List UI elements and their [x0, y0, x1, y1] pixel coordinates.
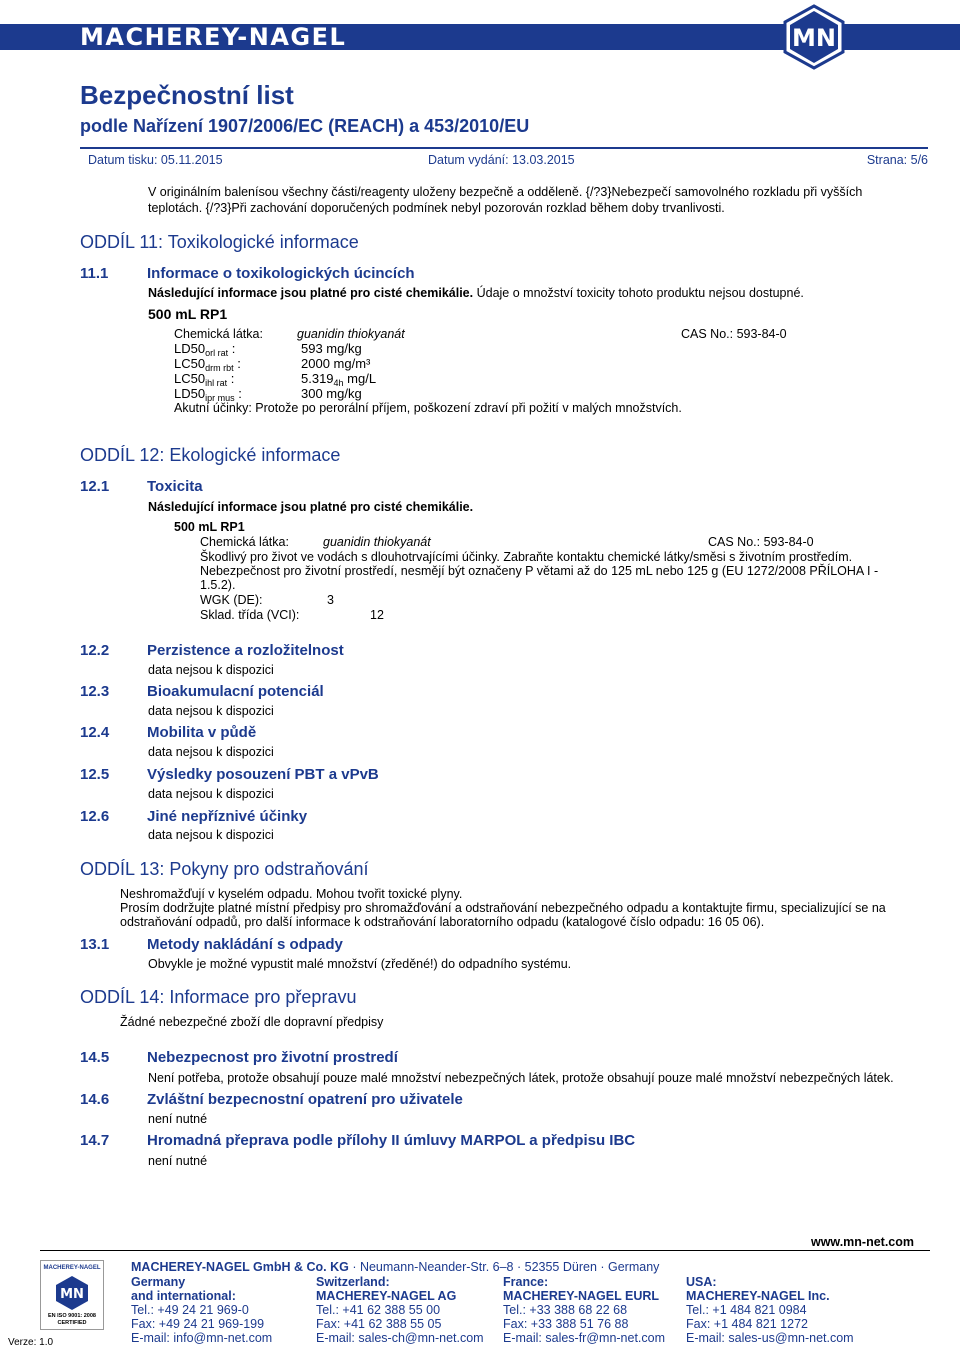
version-label: Verze: 1.0	[8, 1337, 54, 1348]
s12-line-3: 1.5.2).	[200, 578, 236, 592]
s12-line-2: Nebezpečnost pro životní prostředí, nesmějí být označeny P větami až do 125 mL nebo 125 g (EU 1272/2008 PŘÍLOHA I -	[200, 564, 879, 578]
intro-line-1: V originálním balenísou všechny části/reagenty uloženy bezpečně a odděleně. {/?3}Nebezpečí samovolného rozkladu při vyšších	[148, 185, 863, 199]
section-14-title: ODDÍL 14: Informace pro přepravu	[80, 987, 357, 1007]
footer-col-3-fax: Fax: +33 388 51 76 88	[503, 1317, 629, 1331]
subsection-14-7-title: Hromadná přeprava podle přílohy II úmluvy MARPOL a předpisu IBC	[147, 1132, 636, 1149]
subsection-13-1-title: Metody nakládání s odpady	[147, 936, 343, 953]
subsection-14-5-number: 14.5	[80, 1049, 110, 1066]
s12-chem-name: guanidin thiokyanát	[323, 535, 431, 549]
subsection-12-5-title: Výsledky posouzení PBT a vPvB	[147, 766, 379, 783]
s13-line-1: Neshromažďují v kyselém odpadu. Mohou tvořit toxické plyny.	[120, 887, 463, 901]
footer-col-3-h1: France:	[503, 1275, 549, 1289]
footer-col-2-h2: MACHEREY-NAGEL AG	[316, 1289, 457, 1303]
s11-cas: CAS No.: 593-84-0	[681, 327, 787, 341]
s11-chem-name: guanidin thiokyanát	[297, 327, 405, 341]
subsection-12-2-title: Perzistence a rozložitelnost	[147, 642, 344, 659]
subsection-12-3-text: data nejsou k dispozici	[148, 704, 274, 718]
subsection-12-1-title: Toxicita	[147, 478, 203, 495]
svg-text:MN: MN	[60, 1287, 84, 1302]
iso-certificate-badge	[40, 1260, 104, 1330]
s11-note	[148, 286, 804, 300]
footer-col-4-tel: Tel.: +1 484 821 0984	[686, 1303, 807, 1317]
mn-logo-icon	[781, 4, 847, 70]
cert-mn-logo-icon	[54, 1275, 90, 1311]
footer-col-3-tel: Tel.: +33 388 68 22 68	[503, 1303, 628, 1317]
website-link[interactable]: www.mn-net.com	[810, 1235, 914, 1249]
footer-col-2-tel: Tel.: +41 62 388 55 00	[316, 1303, 441, 1317]
s12-product: 500 mL RP1	[174, 520, 245, 534]
storage-class-value: 12	[370, 608, 384, 622]
s11-chem-label: Chemická látka:	[174, 327, 263, 341]
footer-col-3-email[interactable]: E-mail: sales-fr@mn-net.com	[503, 1331, 666, 1345]
page-number: Strana: 5/6	[866, 153, 928, 167]
footer-col-1-h2: and international:	[131, 1289, 236, 1303]
header-divider	[80, 147, 928, 149]
footer-col-1-tel: Tel.: +49 24 21 969-0	[131, 1303, 249, 1317]
tox-row-2-value: 2000 mg/m³	[301, 356, 371, 371]
footer-col-4-h2: MACHEREY-NAGEL Inc.	[686, 1289, 830, 1303]
s11-acute: Akutní účinky: Protože po perorální příjem, poškození zdraví při požití v malých množstvích.	[174, 401, 682, 415]
subsection-12-6-text: data nejsou k dispozici	[148, 828, 274, 842]
tox-row-4-value: 300 mg/kg	[301, 386, 362, 401]
s13-line-3: odstraňování odpadů, pro další informace k odstraňování laboratorního odpadu (katalogové číslo odpadu: 16 05 06).	[120, 915, 765, 929]
subsection-12-6-title: Jiné nepříznivé účinky	[147, 808, 308, 825]
tox-row-4-label: $LD50_{ipr mus}$ :	[174, 386, 242, 403]
intro-line-2: teplotách. {/?3}Při zachování doporučených podmínek nebyl pozorován rozklad během doby trvanlivosti.	[148, 201, 725, 215]
s11-note-rest: Údaje o množství toxicity tohoto produktu nejsou dostupné.	[473, 286, 804, 300]
footer-col-4-email[interactable]: E-mail: sales-us@mn-net.com	[686, 1331, 854, 1345]
footer-col-4-h1: USA:	[686, 1275, 717, 1289]
subsection-12-4-number: 12.4	[80, 724, 110, 741]
subsection-14-5-title: Nebezpecnost pro životní prostredí	[147, 1049, 398, 1066]
footer-col-2-email[interactable]: E-mail: sales-ch@mn-net.com	[316, 1331, 484, 1345]
tox-row-1-value: 593 mg/kg	[301, 341, 362, 356]
subsection-12-4-title: Mobilita v půdě	[147, 724, 257, 741]
s14-note: Žádné nebezpečné zboží dle dopravní předpisy	[120, 1015, 384, 1029]
subsection-14-6-title: Zvláštní bezpecnostní opatrení pro uživatele	[147, 1091, 463, 1108]
cert-brand: MACHEREY-NAGEL	[43, 1265, 101, 1271]
subsection-13-1-text: Obvykle je možné vypustit malé množství (zředěné!) do odpadního systému.	[148, 957, 572, 971]
footer-col-3-h2: MACHEREY-NAGEL EURL	[503, 1289, 660, 1303]
subsection-14-5-text: Není potřeba, protože obsahují pouze malé množství nebezpečných látek, protože obsahují pouze malé množství nebezpečných látek.	[148, 1071, 894, 1085]
tox-row-3-label: $LC50_{ihl rat}$ :	[174, 371, 235, 388]
subsection-12-6-number: 12.6	[80, 808, 110, 825]
subsection-11-1-number: 11.1	[80, 265, 109, 282]
document-title: Bezpečnostní list	[80, 80, 294, 110]
s12-line-1: Škodlivý pro život ve vodách s dlouhotrvajícími účinky. Zabraňte kontaktu chemické látky/směsi s životním prostředím.	[200, 550, 853, 564]
footer-col-1-email[interactable]: E-mail: info@mn-net.com	[131, 1331, 273, 1345]
s11-note-bold: Následující informace jsou platné pro cisté chemikálie.	[148, 286, 474, 300]
s12-cas: CAS No.: 593-84-0	[708, 535, 814, 549]
subsection-14-7-text: není nutné	[148, 1154, 208, 1168]
subsection-12-5-number: 12.5	[80, 766, 110, 783]
footer-col-2-h1: Switzerland:	[316, 1275, 390, 1289]
logo-text: MN	[792, 24, 836, 52]
wgk-value: 3	[327, 593, 334, 607]
subsection-11-1-title: Informace o toxikologických úcincích	[147, 265, 415, 282]
footer-col-2-fax: Fax: +41 62 388 55 05	[316, 1317, 442, 1331]
subsection-12-3-number: 12.3	[80, 683, 110, 700]
document-subtitle: podle Nařízení 1907/2006/EC (REACH) a 453/2010/EU	[80, 116, 530, 136]
s11-product: 500 mL RP1	[148, 306, 228, 322]
subsection-12-2-number: 12.2	[80, 642, 110, 659]
subsection-12-3-title: Bioakumulacní potenciál	[147, 683, 324, 700]
subsection-13-1-number: 13.1	[80, 936, 110, 953]
footer-col-1-h1: Germany	[131, 1275, 186, 1289]
s12-chem-label: Chemická látka:	[200, 535, 289, 549]
section-12-title: ODDÍL 12: Ekologické informace	[80, 445, 341, 465]
s12-note: Následující informace jsou platné pro cisté chemikálie.	[148, 500, 474, 514]
issue-date: Datum vydání: 13.03.2015	[428, 153, 575, 167]
company-line: MACHEREY-NAGEL GmbH & Co. KG · Neumann-Neander-Str. 6–8 · 52355 Düren · Germany	[131, 1260, 660, 1274]
tox-row-3-value: $5.319_{4h}$ mg/L	[301, 371, 377, 388]
subsection-12-2-text: data nejsou k dispozici	[148, 663, 274, 677]
subsection-12-4-text: data nejsou k dispozici	[148, 745, 274, 759]
subsection-12-1-number: 12.1	[80, 478, 110, 495]
subsection-14-6-number: 14.6	[80, 1091, 110, 1108]
subsection-14-6-text: není nutné	[148, 1112, 208, 1126]
brand-name: MACHEREY-NAGEL	[80, 23, 347, 51]
section-11-title: ODDÍL 11: Toxikologické informace	[80, 232, 359, 252]
subsection-14-7-number: 14.7	[80, 1132, 110, 1149]
footer-col-4-fax: Fax: +1 484 821 1272	[686, 1317, 808, 1331]
storage-class-label: Sklad. třída (VCI):	[200, 608, 300, 622]
section-13-title: ODDÍL 13: Pokyny pro odstraňování	[80, 859, 369, 879]
print-date: Datum tisku: 05.11.2015	[88, 153, 223, 167]
cert-text: EN ISO 9001: 2008 CERTIFIED	[47, 1313, 96, 1326]
footer-divider	[40, 1250, 930, 1251]
s13-line-2: Prosím dodržujte platné místní předpisy pro shromažďování a odstraňování nebezpečného odpadu a kontaktujte firmu, specializující se na	[120, 901, 886, 915]
footer-col-1-fax: Fax: +49 24 21 969-199	[131, 1317, 265, 1331]
tox-row-2-label: $LC50_{drm rbt}$ :	[174, 356, 241, 373]
tox-row-1-label: $LD50_{orl rat}$ :	[174, 341, 236, 358]
wgk-label: WGK (DE):	[200, 593, 263, 607]
subsection-12-5-text: data nejsou k dispozici	[148, 787, 274, 801]
